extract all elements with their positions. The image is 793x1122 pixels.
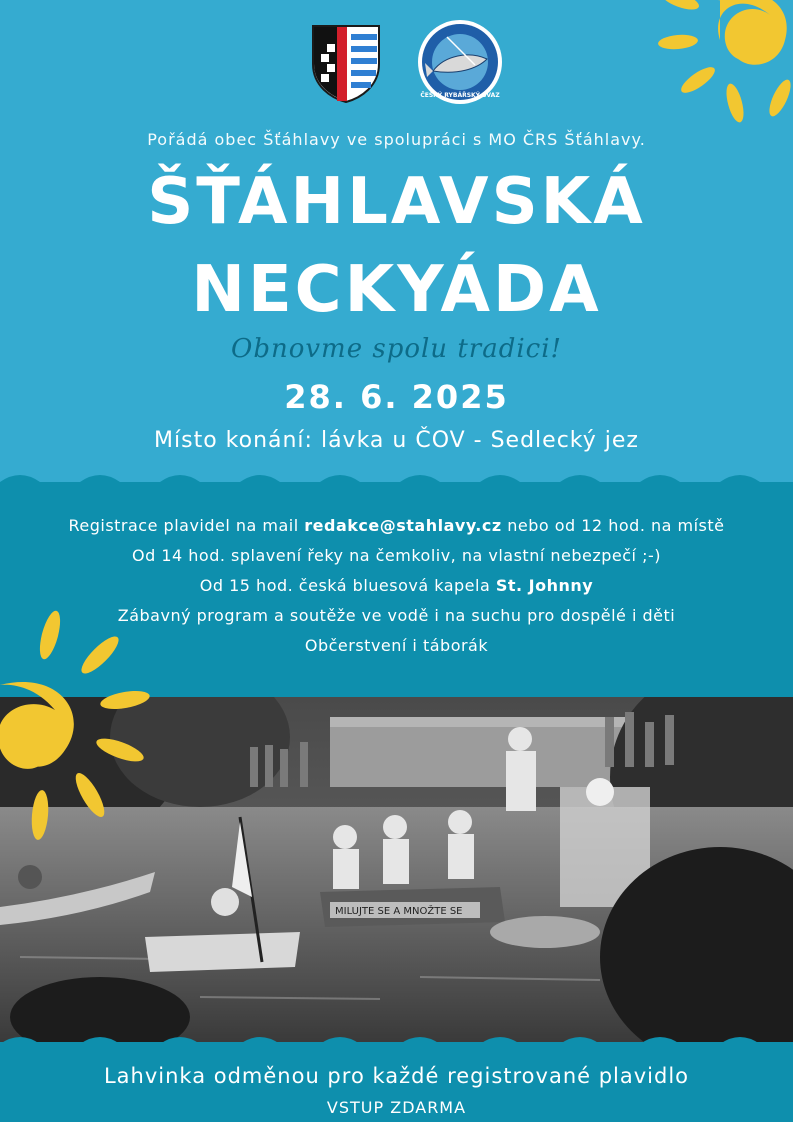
sun-icon: [620, 0, 793, 130]
venue-text: Místo konání: lávka u ČOV - Sedlecký jez: [154, 428, 639, 453]
organizer-text: Pořádá obec Šťáhlavy ve spolupráci s MO ČRS Šťáhlavy.: [147, 130, 646, 149]
title-line-2: NECKYÁDA: [191, 253, 602, 327]
coat-of-arms-icon: [311, 24, 381, 104]
subtitle: Obnovme spolu tradici!: [231, 334, 562, 364]
fishing-union-logo: [417, 19, 503, 105]
entry-text: VSTUP ZDARMA: [326, 1098, 467, 1117]
email-link[interactable]: redakce@stahlavy.cz: [304, 516, 502, 535]
event-date: 28. 6. 2025: [284, 378, 509, 416]
seal-text: ČESKÝ RYBÁŘSKÝ SVAZ: [420, 92, 500, 99]
boat-sign-text: MILUJTE SE A MNOŽTE SE: [335, 906, 463, 917]
info-line-registration: Registrace plavidel na mail redakce@stahlavy.cz nebo od 12 hod. na místě: [68, 516, 725, 535]
info-line-program: Zábavný program a soutěže ve vodě i na suchu pro dospělé i děti: [117, 606, 676, 625]
title-line-1: ŠŤÁHLAVSKÁ: [147, 165, 646, 239]
prize-text: Lahvinka odměnou pro každé registrované plavidlo: [103, 1064, 690, 1088]
info-line-refreshments: Občerstvení i táborák: [304, 636, 489, 655]
sun-icon: [0, 600, 170, 850]
info-line-band: Od 15 hod. česká bluesová kapela St. Johnny: [199, 576, 594, 595]
info-line-float: Od 14 hod. splavení řeky na čemkoliv, na vlastní nebezpečí ;-): [131, 546, 661, 565]
